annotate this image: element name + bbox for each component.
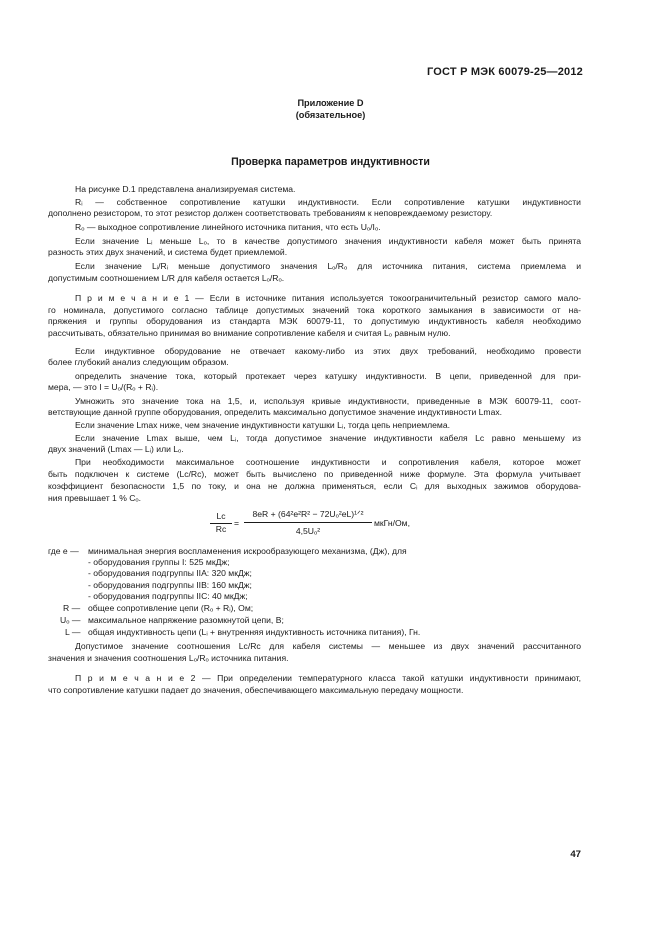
paragraph-line: ния превышает 1 % Cₒ.	[48, 493, 142, 503]
paragraph-line: Если значение Lmax выше, чем Lᵢ, тогда допустимое значение индуктивности кабеля Lc равно меньшему из	[75, 433, 581, 443]
where-r-symbol: R —	[63, 603, 81, 613]
note-1-line: го номинала, допустимого согласно таблице допустимых значений тока короткого замыкания в зависимости от на-	[48, 305, 581, 315]
paragraph-line: Умножить это значение тока на 1,5, и, используя кривые индуктивности, приведенные в МЭК 60079-11, соот-	[75, 396, 581, 406]
where-l-definition: общая индуктивность цепи (Lᵢ + внутренняя индуктивность источника питания), Гн.	[88, 627, 421, 637]
paragraph-line: разность этих двух значений, и система будет приемлемой.	[48, 247, 288, 257]
paragraph-line: быть подключен к системе (Lc/Rc), может быть вычислено по приведенной ниже формуле. Эта формула учитывает	[48, 469, 581, 479]
group-energy-item: - оборудования подгруппы IIA: 320 мкДж;	[88, 568, 252, 578]
where-intro: где e —	[48, 546, 79, 556]
paragraph-line: ветствующие данной группе оборудования, определить максимально допустимое значение индуктивности Lmax.	[48, 407, 503, 417]
note-1-line: пряжения и группы оборудования из стандарта МЭК 60079-11, то допустимую индуктивность кабеля необходимо	[48, 316, 581, 326]
where-u-definition: максимальное напряжение разомкнутой цепи, В;	[88, 615, 284, 625]
paragraph-line: более глубокий анализ следующим образом.	[48, 357, 229, 367]
paragraph-line: определить значение тока, который протекает через катушку индуктивности. В цепи, приведенной для при-	[75, 371, 581, 381]
standard-header: ГОСТ Р МЭК 60079-25—2012	[426, 66, 583, 78]
paragraph-line: Если значение Lᵢ меньше Lₒ, то в качестве допустимого значения индуктивности кабеля может быть принята	[75, 236, 581, 246]
where-l-symbol: L —	[65, 627, 81, 637]
appendix-status: (обязательное)	[295, 110, 366, 120]
formula-lhs-denominator: Rc	[215, 524, 227, 534]
paragraph-line: Если значение Lᵢ/Rᵢ меньше допустимого значения Lₒ/Rₒ для источника питания, система приемлема и	[75, 261, 581, 271]
group-energy-item: - оборудования подгруппы IIB: 160 мкДж;	[88, 580, 252, 590]
note-1-line: П р и м е ч а н и е 1 — Если в источнике питания используется токоограничительный резистор самого мало-	[75, 293, 581, 303]
formula-rhs	[244, 509, 372, 536]
formula-rhs-denominator: 4,5Uₒ²	[295, 526, 321, 536]
paragraph-line: мера, — это I = Uₒ/(Rₒ + Rᵢ).	[48, 382, 159, 392]
closing-line: Допустимое значение соотношения Lc/Rc для кабеля системы — меньшее из двух значений рассчитанного	[75, 641, 581, 651]
paragraph-line: На рисунке D.1 представлена анализируемая система.	[75, 184, 296, 194]
group-energy-item: - оборудования группы I: 525 мкДж;	[88, 557, 230, 567]
page-number: 47	[570, 849, 581, 860]
formula-lhs	[210, 511, 232, 534]
note-1-line: рассчитывать, обязательно принимая во внимание сопротивление кабеля и считая Lₒ равным нулю.	[48, 328, 451, 338]
paragraph-line: двух значений (Lmax — Lᵢ) или Lₒ.	[48, 444, 184, 454]
inductance-formula	[210, 509, 470, 541]
paragraph-line: Rᵢ — собственное сопротивление катушки индуктивности. Если сопротивление катушки индуктивности	[75, 197, 581, 207]
appendix-title: Приложение D	[297, 98, 364, 108]
closing-line: значения и значения соотношения Lₒ/Rₒ источника питания.	[48, 653, 289, 663]
note-2-line: П р и м е ч а н и е 2 — При определении температурного класса такой катушки индуктивности принимают,	[75, 673, 581, 683]
group-energy-item: - оборудования подгруппы IIC: 40 мкДж;	[88, 591, 248, 601]
formula-equals: =	[234, 518, 240, 528]
formula-rhs-numerator: 8eR + (64²e²R² − 72Uₒ²eL)¹ᐟ²	[244, 509, 372, 523]
formula-lhs-numerator: Lc	[210, 511, 232, 524]
where-r-definition: общее сопротивление цепи (Rₒ + Rᵢ), Ом;	[88, 603, 254, 613]
section-title: Проверка параметров индуктивности	[231, 156, 430, 168]
paragraph-line: Rₒ — выходное сопротивление линейного источника питания, что есть Uₒ/Iₒ.	[75, 222, 381, 232]
paragraph-line: дополнено резистором, то этот резистор должен соответствовать требованиям к неповреждаемому резистору.	[48, 208, 493, 218]
paragraph-line: коэффициент безопасности 1,5 по току, и она не должна применяться, если Cᵢ для выходных зажимов оборудова-	[48, 481, 581, 491]
formula-unit: мкГн/Ом,	[374, 518, 410, 528]
where-e-definition: минимальная энергия воспламенения искрообразующего механизма, (Дж), для	[88, 546, 407, 556]
paragraph-line: Если значение Lmax ниже, чем значение индуктивности катушки Lᵢ, тогда цепь неприемлема.	[75, 420, 450, 430]
note-2-line: что сопротивление катушки падает до значения, обеспечивающего максимальную передачу мощности.	[48, 685, 464, 695]
paragraph-line: Если индуктивное оборудование не отвечает какому-либо из этих двух требований, необходимо провести	[75, 346, 581, 356]
paragraph-line: При необходимости максимальное соотношение индуктивности и сопротивления кабеля, которое может	[75, 457, 581, 467]
where-u-symbol: Uₒ —	[60, 615, 81, 625]
paragraph-line: допустимым соотношением L/R для кабеля остается Lₒ/Rₒ.	[48, 273, 285, 283]
